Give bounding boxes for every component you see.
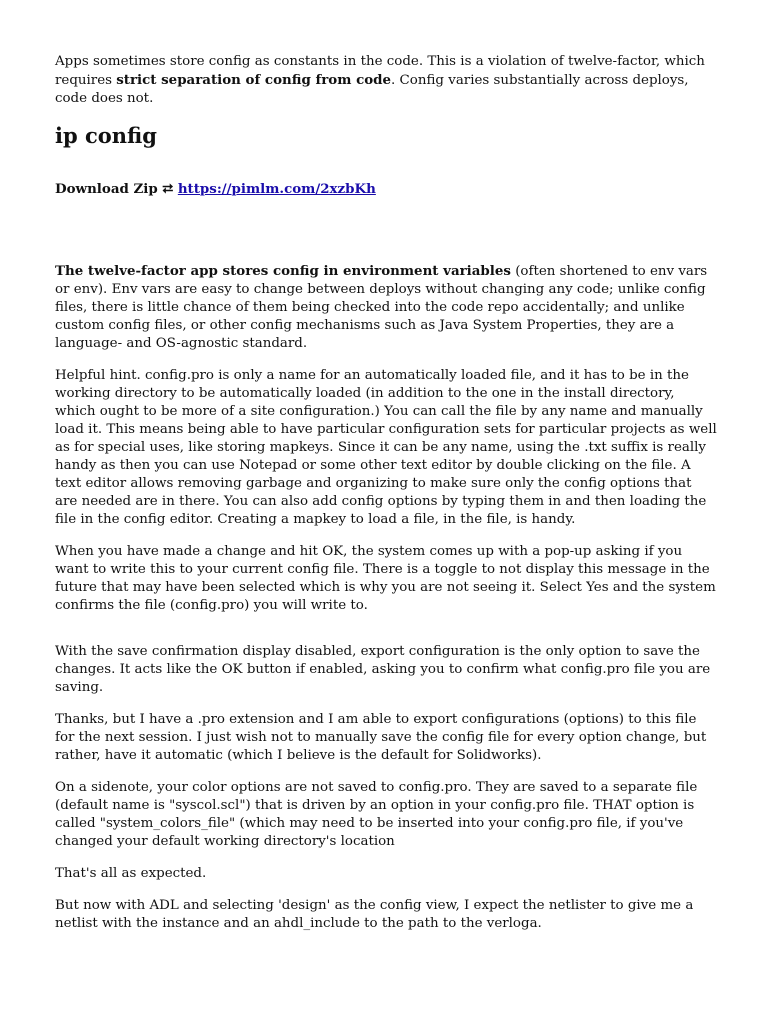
paragraph-env-vars-bold: The twelve-factor app stores config in environment variables — [55, 263, 511, 279]
spacer — [55, 198, 717, 262]
paragraph-env-vars-text: (often shortened to env vars or env). Env vars are easy to change between deploys without changing any code; unlike config files, there is little chance of them being checked into the code repo accidentally; and unlike custom config files, or other config mechanisms such as Java System Properties, they are a language- and OS-agnostic standard. — [55, 264, 708, 351]
document-body — [55, 53, 717, 947]
intro-text-before: Apps sometimes store config as constants in the code. This is a violation of twelve-factor, which requires — [55, 54, 705, 88]
paragraph-env-vars — [55, 262, 717, 353]
paragraph-color-options: On a sidenote, your color options are not saved to config.pro. They are saved to a separate file (default name is "syscol.scl") that is driven by an option in your config.pro file. THAT option is called "system_colors_file" (which may need to be inserted into your config.pro file, if you've changed your default working directory's location — [55, 780, 698, 849]
paragraph-helpful-hint: Helpful hint. config.pro is only a name for an automatically loaded file, and it has to be in the working directory to be automatically loaded (in addition to the one in the install directory, which ought to be more of a site configuration.) You can call the file by any name and manually load it. This means being able to have particular configuration sets for particular projects as well as for special uses, like storing mapkeys. Since it can be any name, using the .txt suffix is really handy as then you can use Notepad or some other text editor by double clicking on the file. A text editor allows removing garbage and organizing to make sure only the config options that are needed are in there. You can also add config options by typing them in and then loading the file in the config editor. Creating a mapkey to load a file, in the file, is handy. — [55, 368, 717, 527]
paragraph-adl: But now with ADL and selecting 'design' as the config view, I expect the netlister to give me a netlist with the instance and an ahdl_include to the path to the verloga. — [55, 898, 694, 931]
download-link[interactable]: https://pimlm.com/2xzbKh — [177, 181, 376, 197]
intro-text-bold: strict separation of config from code — [116, 72, 392, 88]
paragraph-save-confirmation: With the save confirmation display disabled, export configuration is the only option to save the changes. It acts like the OK button if enabled, asking you to confirm what config.pro file you are saving. — [55, 644, 711, 695]
download-line — [55, 180, 717, 198]
title-wrap — [55, 122, 717, 180]
paragraph-pro-extension: Thanks, but I have a .pro extension and I am able to export configurations (options) to this file for the next session. I just wish not to manually save the config file for every option change, but rather, have it automatic (which I believe is the default for Solidworks). — [55, 712, 707, 763]
download-label: Download Zip ⮂ — [55, 181, 174, 197]
page-title: ip config — [55, 123, 157, 148]
spacer — [55, 629, 717, 643]
intro-text-after: . Config varies substantially across deploys, code does not. — [55, 73, 689, 106]
paragraph-as-expected: That's all as expected. — [55, 866, 207, 881]
paragraph-change-ok: When you have made a change and hit OK, the system comes up with a pop-up asking if you want to write this to your current config file. There is a toggle to not display this message in the future that may have been selected which is why you are not seeing it. Select Yes and the system confirms the file (config.pro) you will write to. — [55, 544, 716, 613]
intro-paragraph — [55, 53, 717, 108]
